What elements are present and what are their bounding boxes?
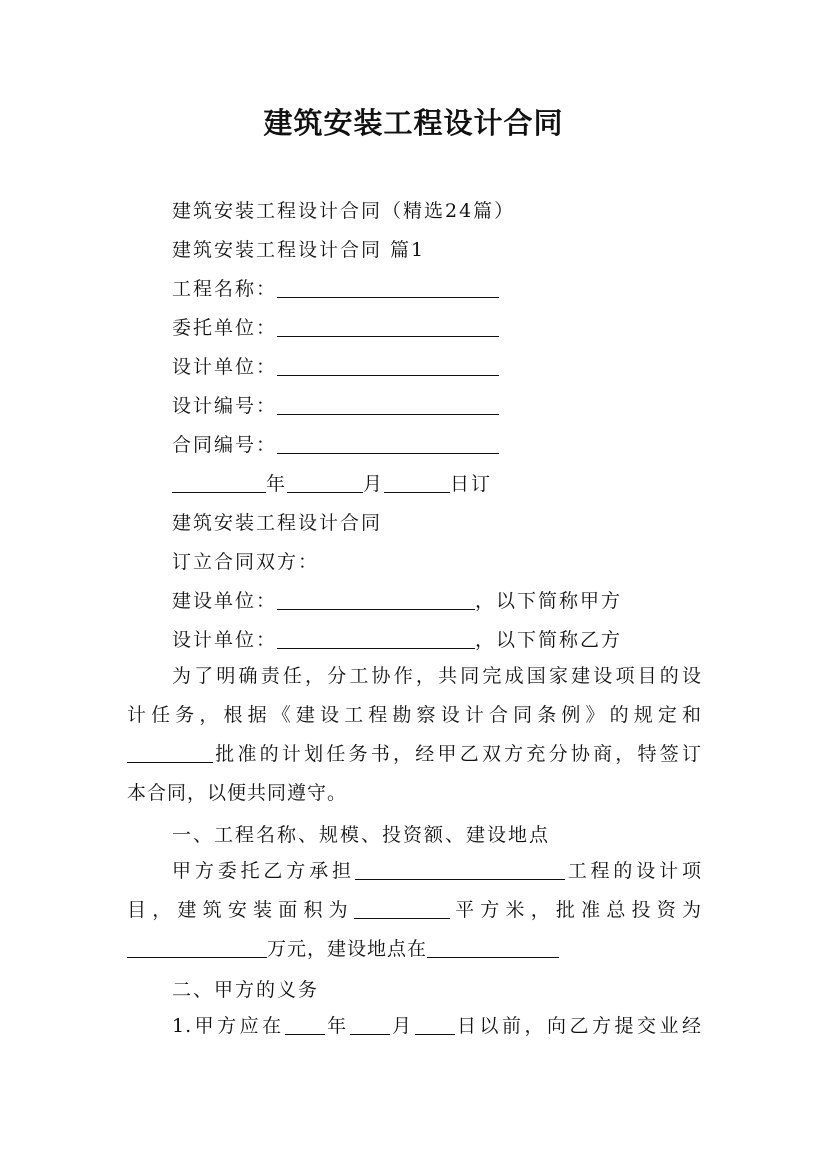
builder-blank xyxy=(277,589,475,610)
day-blank xyxy=(384,472,450,493)
design-unit-blank xyxy=(277,355,499,376)
area-blank xyxy=(354,898,450,919)
client-blank xyxy=(277,316,499,337)
contract-no-label: 合同编号： xyxy=(172,434,278,456)
s2-month-blank xyxy=(350,1014,390,1035)
section2-paragraph xyxy=(127,1007,702,1046)
month-blank xyxy=(287,472,363,493)
section1-line-1-b: 工程的设计项 xyxy=(564,860,702,882)
client-label: 委托单位： xyxy=(172,317,278,339)
section2-line-1 xyxy=(127,1007,702,1046)
design-no-line xyxy=(172,393,499,419)
designer-label: 设计单位： xyxy=(172,629,278,651)
approver-blank xyxy=(127,742,213,763)
design-unit-label: 设计单位： xyxy=(172,356,278,378)
parties-heading: 订立合同双方： xyxy=(172,551,320,573)
client-line xyxy=(172,315,499,341)
chapter-line: 建筑安装工程设计合同 篇1 xyxy=(172,239,426,261)
project-blank xyxy=(355,859,565,880)
document-title: 建筑安装工程设计合同 xyxy=(263,106,564,140)
builder-line xyxy=(172,588,622,614)
section1-line-2 xyxy=(127,891,702,930)
month-label: 月 xyxy=(363,473,385,495)
subtitle-line: 建筑安装工程设计合同（精选24篇） xyxy=(172,200,516,222)
paragraph-purpose-line-3-text: 批准的计划任务书，经甲乙双方充分协商，特签订 xyxy=(213,743,702,765)
section1-line-2-b: 平方米，批准总投资为 xyxy=(449,899,702,921)
section2-heading: 二、甲方的义务 xyxy=(172,979,320,1001)
contract-no-line xyxy=(172,432,499,458)
section2-line-1-c: 月 xyxy=(389,1015,415,1037)
s2-day-blank xyxy=(415,1014,455,1035)
section2-line-1-a: 1.甲方应在 xyxy=(172,1015,285,1037)
design-no-blank xyxy=(277,394,499,415)
design-no-label: 设计编号： xyxy=(172,395,278,417)
designer-line xyxy=(172,627,622,653)
section1-line-3-a: 万元，建设地点在 xyxy=(267,938,428,960)
designer-suffix: ，以下简称乙方 xyxy=(475,629,623,651)
contract-heading: 建筑安装工程设计合同 xyxy=(172,512,383,534)
project-name-blank xyxy=(277,277,499,298)
day-label: 日订 xyxy=(450,473,493,495)
paragraph-purpose-line-2: 计任务，根据《建设工程勘察设计合同条例》的规定和 xyxy=(127,704,702,726)
investment-blank xyxy=(127,937,267,958)
s2-year-blank xyxy=(285,1014,325,1035)
paragraph-purpose-line-4: 本合同，以便共同遵守。 xyxy=(127,782,348,804)
section1-line-2-a: 目，建筑安装面积为 xyxy=(127,899,354,921)
paragraph-purpose-line-3 xyxy=(127,735,702,774)
project-name-line xyxy=(172,276,499,302)
section1-heading: 一、工程名称、规模、投资额、建设地点 xyxy=(172,824,551,846)
section1-line-1-a: 甲方委托乙方承担 xyxy=(172,860,355,882)
builder-suffix: ，以下简称甲方 xyxy=(475,590,623,612)
section2-line-1-d: 日以前，向乙方提交业经 xyxy=(454,1015,702,1037)
year-blank xyxy=(172,472,266,493)
contract-no-blank xyxy=(277,433,499,454)
paragraph-purpose-line-1: 为了明确责任，分工协作，共同完成国家建设项目的设 xyxy=(172,665,702,687)
section1-line-1 xyxy=(127,852,702,891)
section1-paragraph xyxy=(127,852,702,969)
section1-line-3 xyxy=(127,930,702,969)
section2-line-1-b: 年 xyxy=(324,1015,350,1037)
date-line xyxy=(172,471,492,497)
year-label: 年 xyxy=(266,473,288,495)
project-name-label: 工程名称： xyxy=(172,278,278,300)
location-blank xyxy=(427,937,559,958)
design-unit-line xyxy=(172,354,499,380)
designer-blank xyxy=(277,628,475,649)
builder-label: 建设单位： xyxy=(172,590,278,612)
paragraph-purpose xyxy=(127,657,702,813)
